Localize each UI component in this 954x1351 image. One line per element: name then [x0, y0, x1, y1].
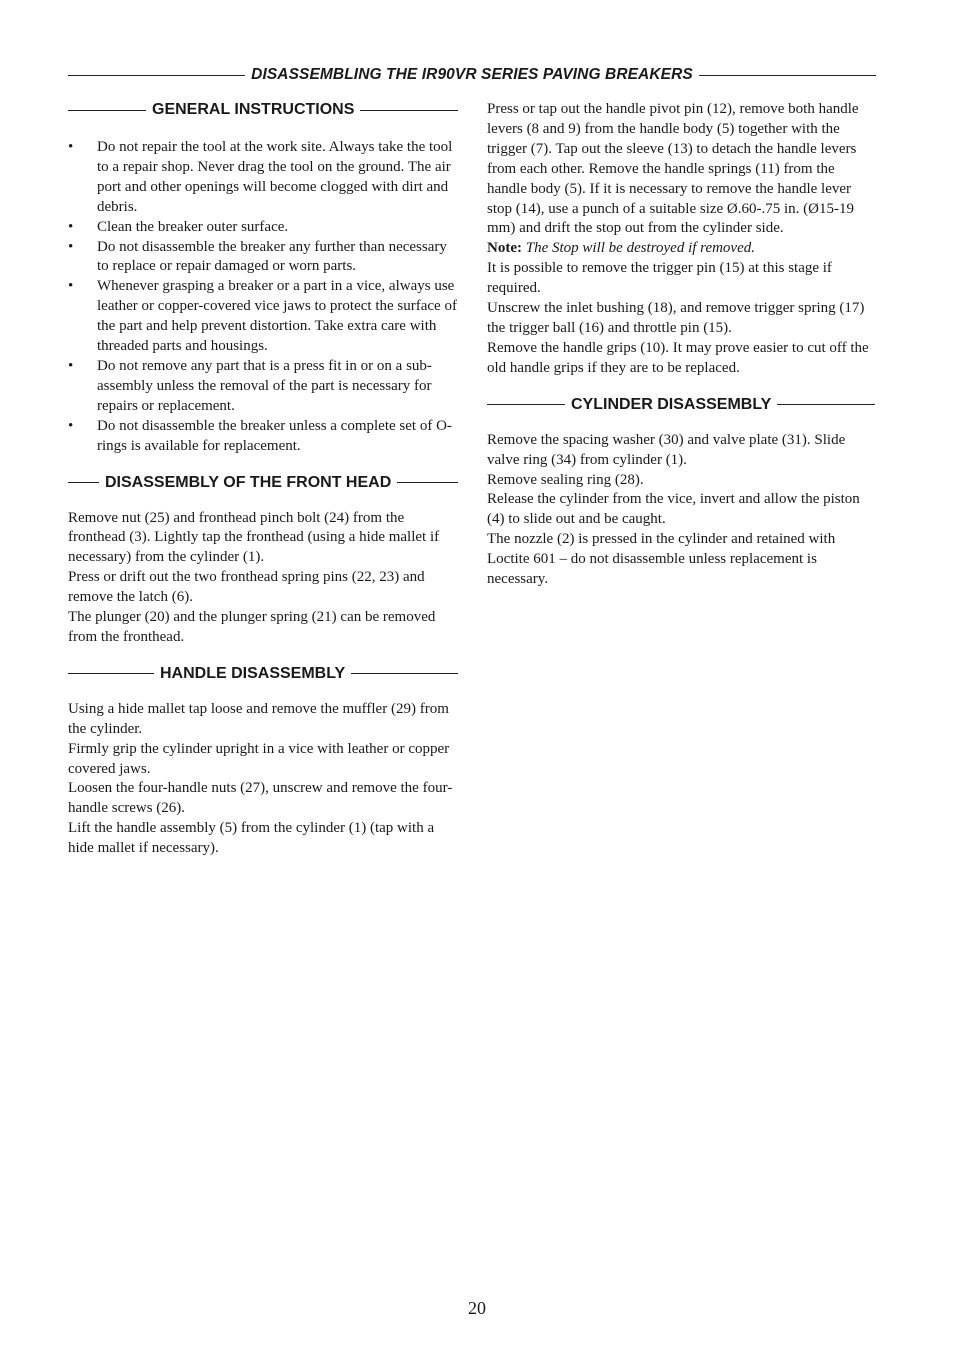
- paragraph: Press or drift out the two fronthead spring pins (22, 23) and remove the latch (6).: [68, 569, 425, 606]
- list-item: • Do not remove any part that is a press fit in or on a sub-assembly unless the removal of the part is necessary for repairs or replacement.: [68, 357, 458, 417]
- front-head-body: [68, 509, 458, 648]
- heading-rule-left: [487, 404, 565, 405]
- handle-continued-body: [487, 100, 875, 379]
- cylinder-body: [487, 431, 875, 590]
- list-item: • Do not disassemble the breaker any further than necessary to replace or repair damaged or worn parts.: [68, 238, 458, 278]
- right-column: [487, 98, 875, 590]
- heading-rule-left: [68, 110, 146, 111]
- front-head-heading: [68, 471, 458, 495]
- general-instructions-heading: [68, 98, 458, 122]
- note-text: The Stop will be destroyed if removed.: [525, 240, 755, 257]
- paragraph: Remove the handle grips (10). It may prove easier to cut off the old handle grips if they are to be replaced.: [487, 339, 869, 376]
- list-item: • Do not disassemble the breaker unless a complete set of O-rings is available for replacement.: [68, 417, 458, 457]
- heading-rule-right: [777, 404, 875, 405]
- page-title: DISASSEMBLING THE IR90VR SERIES PAVING BREAKERS: [251, 66, 693, 83]
- section-title: GENERAL INSTRUCTIONS: [152, 101, 355, 118]
- paragraph: Remove nut (25) and fronthead pinch bolt (24) from the fronthead (3). Lightly tap the fronthead (using a hide mallet if necessary) from the cylinder (1).: [68, 509, 440, 566]
- note-label: Note:: [487, 240, 522, 257]
- paragraph: Press or tap out the handle pivot pin (12), remove both handle levers (8 and 9) from the handle body (5) together with the trigger (7). Tap out the sleeve (13) to detach the handle levers from each other. Remove the handle springs (11) from the handle body (5). If it is necessary to remove the handle lever stop (14), use a punch of a suitable size Ø.60-.75 in. (Ø15-19 mm) and drift the stop out from the cylinder side.: [487, 101, 859, 237]
- paragraph: Lift the handle assembly (5) from the cylinder (1) (tap with a hide mallet if necessary).: [68, 820, 435, 857]
- paragraph: The nozzle (2) is pressed in the cylinder and retained with Loctite 601 – do not disassemble unless replacement is necessary.: [487, 531, 836, 588]
- paragraph: Release the cylinder from the vice, invert and allow the piston (4) to slide out and be caught.: [487, 491, 860, 528]
- page-title-bar: [68, 64, 876, 86]
- title-rule-left: [68, 75, 245, 76]
- heading-rule-right: [360, 110, 458, 111]
- paragraph: Using a hide mallet tap loose and remove the muffler (29) from the cylinder.: [68, 700, 449, 737]
- page-number: 20: [468, 1298, 486, 1318]
- left-column: [68, 98, 458, 859]
- paragraph: Loosen the four-handle nuts (27), unscrew and remove the four-handle screws (26).: [68, 780, 453, 817]
- paragraph: It is possible to remove the trigger pin (15) at this stage if required.: [487, 260, 832, 297]
- paragraph: Unscrew the inlet bushing (18), and remove trigger spring (17) the trigger ball (16) and throttle pin (15).: [487, 300, 865, 336]
- list-item: • Clean the breaker outer surface.: [68, 218, 458, 238]
- cylinder-heading: [487, 393, 875, 417]
- paragraph: The plunger (20) and the plunger spring (21) can be removed from the fronthead.: [68, 609, 436, 645]
- list-item: • Do not repair the tool at the work site. Always take the tool to a repair shop. Never drag the tool on the ground. The air port and other openings will become clogged with dirt and debris.: [68, 138, 458, 218]
- handle-heading: [68, 662, 458, 686]
- paragraph: Remove the spacing washer (30) and valve plate (31). Slide valve ring (34) from cylinder (1).: [487, 431, 846, 468]
- heading-rule-right: [397, 482, 458, 483]
- heading-rule-right: [351, 673, 458, 674]
- title-rule-right: [699, 75, 876, 76]
- heading-rule-left: [68, 482, 99, 483]
- paragraph: Remove sealing ring (28).: [487, 471, 644, 488]
- list-item: • Whenever grasping a breaker or a part in a vice, always use leather or copper-covered vice jaws to protect the surface of the part and help prevent distortion. Take extra care with threaded parts and housings.: [68, 277, 458, 357]
- section-title: DISASSEMBLY OF THE FRONT HEAD: [105, 473, 392, 491]
- note: [487, 239, 875, 259]
- paragraph: Firmly grip the cylinder upright in a vice with leather or copper covered jaws.: [68, 740, 450, 777]
- heading-rule-left: [68, 673, 154, 674]
- general-instructions-list: [68, 138, 458, 457]
- handle-body: [68, 700, 458, 859]
- section-title: CYLINDER DISASSEMBLY: [571, 395, 772, 413]
- section-title: HANDLE DISASSEMBLY: [160, 664, 346, 682]
